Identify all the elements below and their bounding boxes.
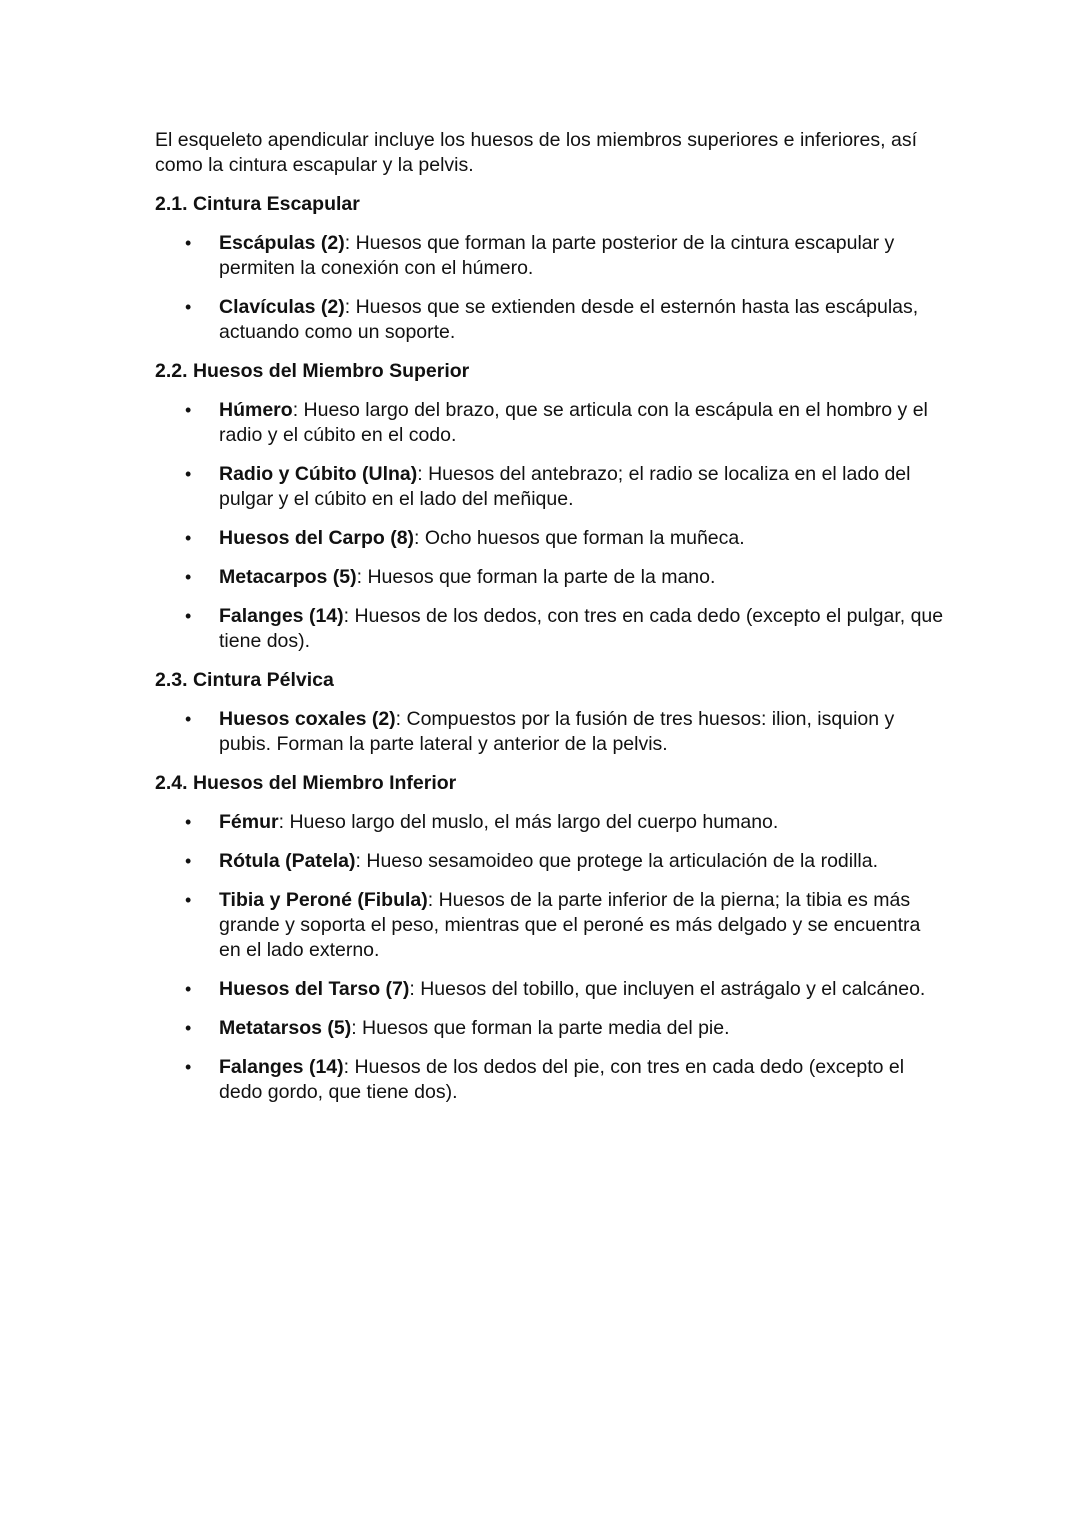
item-description: : Ocho huesos que forman la muñeca.: [414, 527, 745, 549]
list-item: [155, 849, 945, 874]
intro-paragraph: El esqueleto apendicular incluye los huesos de los miembros superiores e inferiores, así como la cintura escapular y la pelvis.: [155, 129, 917, 176]
list-item: [155, 1016, 945, 1041]
item-term: Radio y Cúbito (Ulna): [219, 463, 418, 485]
bullet-icon: •: [185, 709, 192, 729]
bullet-icon: •: [185, 606, 192, 626]
list-item: [155, 707, 945, 757]
list-item: [155, 462, 945, 512]
item-description: : Huesos de los dedos, con tres en cada dedo (excepto el pulgar, que tiene dos).: [219, 605, 944, 652]
bullet-icon: •: [185, 890, 192, 910]
bullet-icon: •: [185, 851, 192, 871]
item-term: Falanges (14): [219, 605, 344, 627]
section-heading: 2.3. Cintura Pélvica: [155, 669, 334, 691]
item-term: Rótula (Patela): [219, 850, 356, 872]
item-term: Tibia y Peroné (Fibula): [219, 889, 428, 911]
item-term: Huesos del Tarso (7): [219, 978, 410, 1000]
bullet-icon: •: [185, 464, 192, 484]
bullet-icon: •: [185, 567, 192, 587]
list-item: [155, 231, 945, 281]
item-description: : Huesos que forman la parte de la mano.: [356, 566, 716, 588]
item-term: Clavículas (2): [219, 296, 345, 318]
section-list: [155, 398, 945, 654]
section-heading: 2.2. Huesos del Miembro Superior: [155, 360, 470, 382]
list-item: [155, 810, 945, 835]
list-item: [155, 1055, 945, 1105]
list-item: [155, 526, 945, 551]
section-heading: 2.1. Cintura Escapular: [155, 193, 360, 215]
item-description: : Huesos del antebrazo; el radio se localiza en el lado del pulgar y el cúbito en el lado del meñique.: [219, 463, 911, 510]
item-description: : Huesos de la parte inferior de la pierna; la tibia es más grande y soporta el peso, mientras que el peroné es más delgado y se encuentra en el lado externo.: [219, 889, 921, 961]
item-description: : Huesos del tobillo, que incluyen el astrágalo y el calcáneo.: [409, 978, 926, 1000]
bullet-icon: •: [185, 528, 192, 548]
section-list: [155, 707, 945, 757]
bullet-icon: •: [185, 812, 192, 832]
list-item: [155, 604, 945, 654]
item-description: : Compuestos por la fusión de tres huesos: ilion, isquion y pubis. Forman la parte lateral y anterior de la pelvis.: [219, 708, 895, 755]
section-heading: 2.4. Huesos del Miembro Inferior: [155, 772, 457, 794]
item-term: Escápulas (2): [219, 232, 345, 254]
item-term: Huesos del Carpo (8): [219, 527, 415, 549]
list-item: [155, 888, 945, 963]
item-description: : Huesos que forman la parte media del pie.: [351, 1017, 730, 1039]
item-description: : Hueso sesamoideo que protege la articulación de la rodilla.: [355, 850, 879, 872]
list-item: [155, 398, 945, 448]
section-list: [155, 231, 945, 345]
list-item: [155, 565, 945, 590]
list-item: [155, 977, 945, 1002]
item-term: Huesos coxales (2): [219, 708, 396, 730]
bullet-icon: •: [185, 1018, 192, 1038]
bullet-icon: •: [185, 1057, 192, 1077]
list-item: [155, 295, 945, 345]
bullet-icon: •: [185, 979, 192, 999]
document-page: [155, 128, 945, 1119]
bullet-icon: •: [185, 297, 192, 317]
item-term: Metacarpos (5): [219, 566, 357, 588]
item-term: Fémur: [219, 811, 279, 833]
item-term: Húmero: [219, 399, 293, 421]
item-description: : Huesos que se extienden desde el esternón hasta las escápulas, actuando como un soporte.: [219, 296, 919, 343]
bullet-icon: •: [185, 233, 192, 253]
item-description: : Huesos que forman la parte posterior de la cintura escapular y permiten la conexión con el húmero.: [219, 232, 895, 279]
item-description: : Hueso largo del muslo, el más largo del cuerpo humano.: [278, 811, 779, 833]
section-list: [155, 810, 945, 1105]
item-term: Metatarsos (5): [219, 1017, 352, 1039]
item-term: Falanges (14): [219, 1056, 344, 1078]
item-description: : Huesos de los dedos del pie, con tres en cada dedo (excepto el dedo gordo, que tiene dos).: [219, 1056, 905, 1103]
bullet-icon: •: [185, 400, 192, 420]
item-description: : Hueso largo del brazo, que se articula con la escápula en el hombro y el radio y el cúbito en el codo.: [219, 399, 928, 446]
